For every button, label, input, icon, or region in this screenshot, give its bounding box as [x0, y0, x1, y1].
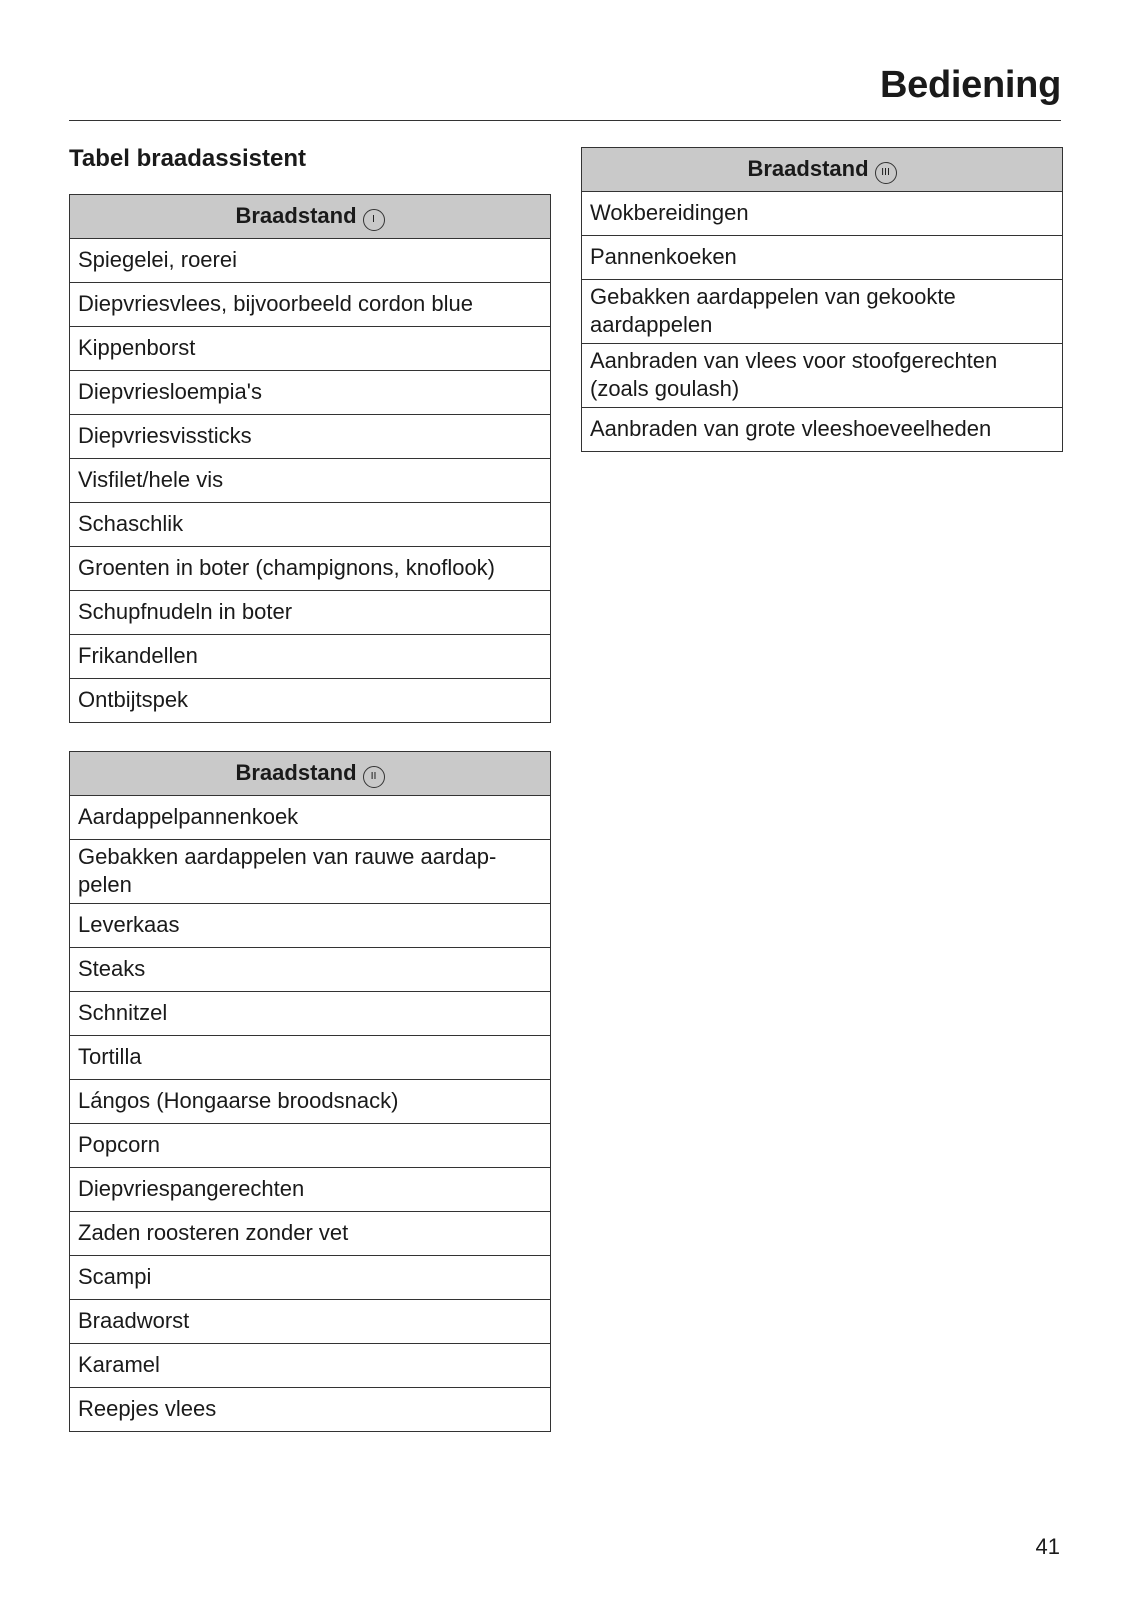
section-title: Tabel braadassistent [69, 145, 306, 172]
table-cell: Steaks [70, 948, 551, 992]
table-cell: Visfilet/hele vis [70, 459, 551, 503]
table-row [70, 1256, 551, 1300]
table-row [70, 1080, 551, 1124]
table-cell: Diepvriespangerechten [70, 1168, 551, 1212]
table-row [70, 796, 551, 840]
table-row [70, 840, 551, 904]
page-title: Bediening [880, 64, 1061, 106]
table-row [582, 192, 1063, 236]
table-row [70, 904, 551, 948]
table-row [70, 1344, 551, 1388]
table-cell: Diepvriesvissticks [70, 415, 551, 459]
table-row [70, 1168, 551, 1212]
table-cell: Scampi [70, 1256, 551, 1300]
page-number: 41 [1035, 1534, 1060, 1559]
table-row [70, 1388, 551, 1432]
table-row [70, 503, 551, 547]
level-three-icon: III [875, 162, 897, 184]
table-header-row [582, 148, 1063, 192]
table-cell: Schaschlik [70, 503, 551, 547]
page-header [69, 58, 1061, 121]
braadstand-2-table [69, 751, 551, 1432]
table-row [70, 283, 551, 327]
table-header-row [70, 195, 551, 239]
table-cell: Zaden roosteren zonder vet [70, 1212, 551, 1256]
table-cell: Gebakken aardappelen van rauwe aardap- pelen [70, 840, 551, 904]
table-cell: Diepvriesloempia's [70, 371, 551, 415]
table-cell: Reepjes vlees [70, 1388, 551, 1432]
table-cell: Pannenkoeken [582, 236, 1063, 280]
table-heading-label: Braadstand [235, 202, 357, 228]
table-cell: Karamel [70, 1344, 551, 1388]
table-row [582, 280, 1063, 344]
table-row [70, 635, 551, 679]
table-row [70, 948, 551, 992]
table-cell: Ontbijtspek [70, 679, 551, 723]
table-cell: Groenten in boter (champignons, knoflook) [70, 547, 551, 591]
table-cell: Kippenborst [70, 327, 551, 371]
table-row [70, 1300, 551, 1344]
level-one-icon: I [363, 209, 385, 231]
table-row [70, 459, 551, 503]
table-row [70, 327, 551, 371]
table-row [70, 547, 551, 591]
table-header-row [70, 752, 551, 796]
table-cell: Leverkaas [70, 904, 551, 948]
braadstand-1-table [69, 194, 551, 723]
table-cell: Frikandellen [70, 635, 551, 679]
level-two-icon: II [363, 766, 385, 788]
table-cell: Aanbraden van grote vleeshoeveelheden [582, 408, 1063, 452]
table-row [70, 415, 551, 459]
table-row [70, 679, 551, 723]
table-cell: Schnitzel [70, 992, 551, 1036]
table-row [70, 992, 551, 1036]
table-heading-label: Braadstand [747, 155, 869, 181]
table-row [70, 1124, 551, 1168]
table-row [70, 1036, 551, 1080]
table-row [582, 344, 1063, 408]
table-cell: Popcorn [70, 1124, 551, 1168]
table-row [582, 236, 1063, 280]
table-heading [70, 195, 551, 239]
table-row [70, 371, 551, 415]
table-heading [70, 752, 551, 796]
table-row [582, 408, 1063, 452]
table-cell: Wokbereidingen [582, 192, 1063, 236]
table-cell: Lángos (Hongaarse broodsnack) [70, 1080, 551, 1124]
table-heading-label: Braadstand [235, 759, 357, 785]
table-cell: Aanbraden van vlees voor stoofgerechten (zoals goulash) [582, 344, 1063, 408]
table-row [70, 239, 551, 283]
table-row [70, 591, 551, 635]
table-cell: Braadworst [70, 1300, 551, 1344]
table-cell: Gebakken aardappelen van gekookte aardappelen [582, 280, 1063, 344]
table-row [70, 1212, 551, 1256]
table-cell: Schupfnudeln in boter [70, 591, 551, 635]
table-heading [582, 148, 1063, 192]
table-cell: Tortilla [70, 1036, 551, 1080]
table-cell: Spiegelei, roerei [70, 239, 551, 283]
table-cell: Diepvriesvlees, bijvoorbeeld cordon blue [70, 283, 551, 327]
table-cell: Aardappelpannenkoek [70, 796, 551, 840]
braadstand-3-table [581, 147, 1063, 452]
